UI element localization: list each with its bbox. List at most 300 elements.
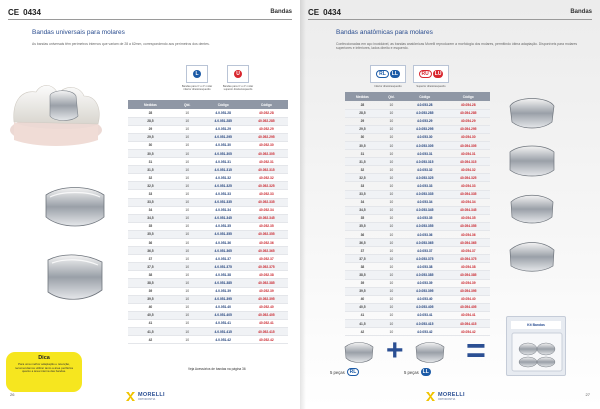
quantity-cell: 10 — [173, 198, 202, 206]
size-cell: 33 — [345, 182, 380, 190]
size-cell: 35,5 — [345, 222, 380, 230]
anatomical-band-image-1 — [506, 92, 558, 132]
size-cell: 38 — [345, 263, 380, 271]
code-cell: 40.052.34 — [245, 206, 288, 214]
pack-label: Kit Bandas — [511, 321, 561, 329]
table-row — [128, 166, 288, 174]
quantity-cell: 10 — [380, 166, 403, 174]
table-row — [128, 295, 288, 303]
size-cell: 32,5 — [345, 174, 380, 182]
code-cell: 40.054.42 — [446, 328, 490, 336]
legend-upper-box — [413, 65, 449, 83]
quantity-cell: 10 — [380, 190, 403, 198]
size-cell: 30,5 — [345, 141, 380, 149]
quantity-cell: 10 — [173, 149, 202, 157]
tip-box — [6, 352, 82, 392]
code-cell: 40.054.33 — [446, 182, 490, 190]
code-cell: 4.0.051.31 — [202, 158, 245, 166]
table-row — [128, 336, 288, 344]
ce-code: 0434 — [323, 7, 341, 17]
right-page — [300, 0, 600, 409]
quantity-cell: 10 — [380, 101, 403, 109]
size-cell: 41 — [128, 319, 173, 327]
combo-band-image-b — [413, 340, 447, 366]
code-cell: 40.054.31 — [446, 150, 490, 158]
left-lower-badge: LL — [391, 71, 398, 77]
code-cell: 4.0.053.33 — [403, 182, 447, 190]
size-cell: 37,5 — [128, 263, 173, 271]
quantity-cell: 10 — [173, 166, 202, 174]
size-cell: 34 — [345, 198, 380, 206]
code-cell: 4.0.053.40 — [403, 295, 447, 303]
code-cell: 4.0.053.31 — [403, 150, 447, 158]
code-cell: 40.054.405 — [446, 303, 490, 311]
table-row — [345, 271, 490, 279]
table-row — [345, 279, 490, 287]
quantity-cell: 10 — [173, 230, 202, 238]
code-cell: 40.054.385 — [446, 271, 490, 279]
code-cell: 4.0.051.33 — [202, 190, 245, 198]
anatomical-band-image-2 — [506, 142, 558, 180]
quantity-cell: 10 — [380, 150, 403, 158]
size-cell: 29 — [128, 125, 173, 133]
code-cell: 4.0.051.32 — [202, 174, 245, 182]
table-row — [345, 166, 490, 174]
code-cell: 40.052.42 — [245, 336, 288, 344]
code-cell: 40.052.29 — [245, 125, 288, 133]
quantity-cell: 10 — [380, 239, 403, 247]
size-cell: 34,5 — [128, 214, 173, 222]
quantity-cell: 10 — [380, 263, 403, 271]
quantity-cell: 10 — [380, 158, 403, 166]
code-cell: 40.052.305 — [245, 149, 288, 157]
code-cell: 40.052.36 — [245, 239, 288, 247]
code-cell: 40.054.38 — [446, 263, 490, 271]
legend-lower-caption: Bandas para 1º e 2º molar inferior direito/esquerdo — [181, 85, 213, 91]
table-row — [128, 287, 288, 295]
table-row — [128, 279, 288, 287]
quantity-cell: 10 — [380, 109, 403, 117]
code-cell: 40.054.32 — [446, 166, 490, 174]
code-cell: 4.0.053.30 — [403, 133, 447, 141]
table-row — [345, 320, 490, 328]
table-row — [128, 198, 288, 206]
table-row — [128, 206, 288, 214]
tip-text: Para uma melhor adaptação e retenção, recomendamos utilizar tanto a área periférica quanto a área interna das bandas. — [14, 362, 73, 373]
brand-logo — [126, 392, 165, 401]
table-row — [345, 133, 490, 141]
right-code-table — [345, 92, 490, 336]
table-row — [345, 174, 490, 182]
code-cell: 4.0.053.375 — [403, 255, 447, 263]
size-cell: 37,5 — [345, 255, 380, 263]
table-row — [345, 231, 490, 239]
table-row — [345, 150, 490, 158]
size-cell: 33,5 — [345, 190, 380, 198]
quantity-cell: 10 — [173, 109, 202, 117]
size-cell: 29,5 — [128, 133, 173, 141]
quantity-cell: 10 — [380, 182, 403, 190]
column-header: Medidas — [345, 92, 380, 101]
brand-logo — [426, 392, 465, 401]
size-cell: 31 — [128, 158, 173, 166]
quantity-cell: 10 — [173, 190, 202, 198]
combo-badge-a: RL — [347, 368, 360, 376]
size-cell: 40 — [128, 303, 173, 311]
code-cell: 40.054.37 — [446, 247, 490, 255]
quantity-cell: 10 — [173, 117, 202, 125]
code-cell: 40.052.325 — [245, 182, 288, 190]
left-header — [8, 6, 292, 18]
size-cell: 29 — [345, 117, 380, 125]
pack-bands-graphic — [508, 329, 566, 375]
code-cell: 4.0.051.375 — [202, 263, 245, 271]
quantity-cell: 10 — [380, 311, 403, 319]
size-cell: 32,5 — [128, 182, 173, 190]
code-cell: 4.0.053.32 — [403, 166, 447, 174]
size-cell: 38,5 — [345, 271, 380, 279]
code-cell: 4.0.051.335 — [202, 198, 245, 206]
tip-title: Dica — [38, 355, 50, 361]
code-cell: 40.052.405 — [245, 311, 288, 319]
page-description: As bandas universais têm perímetros internos que variam de 28 a 62mm, correspondendo aos perímetros dos dentes. — [32, 42, 210, 46]
code-cell: 40.054.375 — [446, 255, 490, 263]
size-cell: 35 — [128, 222, 173, 230]
table-row — [345, 247, 490, 255]
code-cell: 4.0.051.355 — [202, 230, 245, 238]
code-cell: 40.054.325 — [446, 174, 490, 182]
column-header: Código — [403, 92, 447, 101]
quantity-cell: 10 — [173, 311, 202, 319]
code-cell: 40.052.415 — [245, 328, 288, 336]
code-cell: 4.0.051.305 — [202, 149, 245, 157]
legend-upper — [221, 65, 255, 91]
code-cell: 40.052.37 — [245, 255, 288, 263]
size-cell: 37 — [345, 247, 380, 255]
quantity-cell: 10 — [173, 174, 202, 182]
code-cell: 4.0.053.385 — [403, 271, 447, 279]
size-cell: 39,5 — [128, 295, 173, 303]
table-row — [128, 230, 288, 238]
code-cell: 4.0.051.37 — [202, 255, 245, 263]
code-cell: 4.0.051.41 — [202, 319, 245, 327]
code-cell: 4.0.053.405 — [403, 303, 447, 311]
code-cell: 40.054.29 — [446, 117, 490, 125]
table-row — [345, 117, 490, 125]
code-cell: 40.054.36 — [446, 231, 490, 239]
size-cell: 29,5 — [345, 125, 380, 133]
size-cell: 31,5 — [345, 158, 380, 166]
table-row — [128, 319, 288, 327]
size-cell: 34 — [128, 206, 173, 214]
legend-lower-box — [186, 65, 208, 83]
size-cell: 38,5 — [128, 279, 173, 287]
molar-teeth-with-band-image — [6, 60, 106, 152]
size-cell: 36 — [345, 231, 380, 239]
code-cell: 4.0.051.38 — [202, 271, 245, 279]
column-header: Código — [446, 92, 490, 101]
legend-upper-box — [227, 65, 249, 83]
product-pack-image — [506, 316, 566, 376]
code-cell: 4.0.053.395 — [403, 287, 447, 295]
table-row — [345, 287, 490, 295]
ce-certification — [8, 8, 41, 17]
table-row — [128, 303, 288, 311]
brand-sub: ORTODONTIA — [438, 398, 456, 401]
code-cell: 40.052.32 — [245, 174, 288, 182]
quantity-cell: 10 — [380, 133, 403, 141]
column-header: Qtd. — [173, 100, 202, 109]
equals-sign: = — [466, 332, 486, 370]
quantity-cell: 10 — [380, 231, 403, 239]
code-cell: 4.0.053.335 — [403, 190, 447, 198]
size-cell: 36 — [128, 239, 173, 247]
size-cell: 33,5 — [128, 198, 173, 206]
quantity-cell: 10 — [380, 214, 403, 222]
size-cell: 39 — [128, 287, 173, 295]
code-cell: 40.052.285 — [245, 117, 288, 125]
quantity-cell: 10 — [380, 279, 403, 287]
code-cell: 4.0.053.285 — [403, 109, 447, 117]
quantity-cell: 10 — [173, 206, 202, 214]
code-cell: 40.054.39 — [446, 279, 490, 287]
size-cell: 40 — [345, 295, 380, 303]
table-row — [128, 109, 288, 117]
code-cell: 4.0.051.30 — [202, 141, 245, 149]
code-cell: 4.0.051.315 — [202, 166, 245, 174]
quantity-cell: 10 — [380, 287, 403, 295]
table-row — [128, 125, 288, 133]
quantity-cell: 10 — [173, 141, 202, 149]
quantity-cell: 10 — [173, 222, 202, 230]
legend-lower — [180, 65, 214, 91]
code-cell: 4.0.053.29 — [403, 117, 447, 125]
size-cell: 36,5 — [345, 239, 380, 247]
quantity-cell: 10 — [380, 117, 403, 125]
table-row — [128, 255, 288, 263]
code-cell: 40.054.335 — [446, 190, 490, 198]
code-cell: 40.054.315 — [446, 158, 490, 166]
code-cell: 4.0.053.34 — [403, 198, 447, 206]
size-cell: 40,5 — [128, 311, 173, 319]
code-cell: 4.0.053.365 — [403, 239, 447, 247]
code-cell: 40.052.41 — [245, 319, 288, 327]
table-row — [345, 263, 490, 271]
code-cell: 40.052.28 — [245, 109, 288, 117]
code-cell: 40.052.385 — [245, 279, 288, 287]
legend-upper-caption: Superior direito/esquerdo — [416, 85, 446, 88]
header-rule — [308, 19, 592, 20]
table-row — [345, 303, 490, 311]
section-tag: Bandas — [270, 9, 292, 15]
code-cell: 40.054.355 — [446, 222, 490, 230]
quantity-cell: 10 — [380, 328, 403, 336]
table-row — [345, 255, 490, 263]
quantity-cell: 10 — [380, 222, 403, 230]
table-row — [128, 263, 288, 271]
quantity-cell: 10 — [173, 182, 202, 190]
right-upper-badge: RU — [419, 70, 432, 78]
quantity-cell: 10 — [173, 247, 202, 255]
ce-mark: CE — [8, 7, 20, 17]
code-cell: 40.054.305 — [446, 141, 490, 149]
page-number: 26 — [10, 392, 15, 397]
table-row — [345, 311, 490, 319]
code-cell: 4.0.051.385 — [202, 279, 245, 287]
table-row — [128, 158, 288, 166]
accessories-note: Veja Acessórios de bandas na página 36 — [188, 367, 246, 371]
anatomical-band-image-4 — [506, 238, 558, 276]
code-cell: 40.052.31 — [245, 158, 288, 166]
table-row — [128, 117, 288, 125]
quantity-cell: 10 — [173, 239, 202, 247]
code-cell: 4.0.051.325 — [202, 182, 245, 190]
code-cell: 4.0.053.305 — [403, 141, 447, 149]
code-cell: 40.054.395 — [446, 287, 490, 295]
code-cell: 4.0.051.34 — [202, 206, 245, 214]
brand-name: MORELLI — [138, 392, 165, 398]
table-row — [128, 174, 288, 182]
column-header: Código — [202, 100, 245, 109]
table-row — [128, 222, 288, 230]
header-rule — [8, 19, 292, 20]
combo-label-a — [330, 368, 359, 376]
code-cell: 40.052.38 — [245, 271, 288, 279]
size-cell: 35,5 — [128, 230, 173, 238]
table-row — [128, 214, 288, 222]
code-cell: 4.0.051.415 — [202, 328, 245, 336]
quantity-cell: 10 — [173, 125, 202, 133]
code-cell: 4.0.051.35 — [202, 222, 245, 230]
code-cell: 4.0.051.39 — [202, 287, 245, 295]
quantity-cell: 10 — [380, 141, 403, 149]
code-cell: 4.0.053.41 — [403, 311, 447, 319]
size-cell: 37 — [128, 255, 173, 263]
legend-lower-box — [370, 65, 406, 83]
left-code-table — [128, 100, 288, 344]
table-row — [345, 182, 490, 190]
table-row — [128, 328, 288, 336]
quantity-cell: 10 — [173, 158, 202, 166]
quantity-cell: 10 — [380, 174, 403, 182]
universal-band-image-2 — [40, 250, 110, 306]
arch-legend — [180, 65, 255, 91]
combo-label-b-text: 5 peças — [404, 369, 419, 375]
size-cell: 41 — [345, 311, 380, 319]
size-cell: 28 — [128, 109, 173, 117]
size-cell: 30 — [128, 141, 173, 149]
table-row — [345, 206, 490, 214]
morelli-logo-icon — [126, 392, 135, 401]
code-cell: 4.0.051.365 — [202, 247, 245, 255]
code-cell: 4.0.051.29 — [202, 125, 245, 133]
code-cell: 40.052.395 — [245, 295, 288, 303]
code-cell: 40.052.30 — [245, 141, 288, 149]
code-cell: 40.054.28 — [446, 101, 490, 109]
code-cell: 40.054.30 — [446, 133, 490, 141]
table-row — [345, 190, 490, 198]
plus-sign: + — [386, 334, 404, 367]
quantity-cell: 10 — [173, 295, 202, 303]
code-cell: 40.054.34 — [446, 198, 490, 206]
table-row — [128, 182, 288, 190]
quantity-cell: 10 — [173, 279, 202, 287]
code-cell: 4.0.051.40 — [202, 303, 245, 311]
column-header: Qtd. — [380, 92, 403, 101]
code-cell: 40.052.39 — [245, 287, 288, 295]
quantity-cell: 10 — [380, 271, 403, 279]
size-cell: 39,5 — [345, 287, 380, 295]
code-cell: 4.0.051.345 — [202, 214, 245, 222]
code-cell: 40.052.40 — [245, 303, 288, 311]
column-header: Medidas — [128, 100, 173, 109]
code-cell: 40.052.345 — [245, 214, 288, 222]
legend-upper — [413, 65, 449, 88]
morelli-logo-icon — [426, 392, 435, 401]
table-row — [345, 109, 490, 117]
page-title: Bandas universais para molares — [32, 29, 125, 36]
quantity-cell: 10 — [380, 206, 403, 214]
code-cell: 4.0.053.39 — [403, 279, 447, 287]
table-row — [345, 101, 490, 109]
legend-lower-caption: Inferior direito/esquerdo — [374, 85, 402, 88]
quantity-cell: 10 — [173, 133, 202, 141]
code-cell: 40.052.33 — [245, 190, 288, 198]
upper-badge: U — [234, 70, 242, 78]
quantity-cell: 10 — [380, 125, 403, 133]
size-cell: 41,5 — [345, 320, 380, 328]
lower-badge: L — [193, 70, 201, 78]
code-cell: 4.0.051.285 — [202, 117, 245, 125]
page-title: Bandas anatômicas para molares — [336, 29, 433, 36]
size-cell: 34,5 — [345, 206, 380, 214]
quantity-cell: 10 — [380, 255, 403, 263]
anatomical-band-image-3 — [506, 190, 558, 228]
code-cell: 40.052.35 — [245, 222, 288, 230]
size-cell: 31 — [345, 150, 380, 158]
quantity-cell: 10 — [173, 336, 202, 344]
code-cell: 4.0.053.42 — [403, 328, 447, 336]
code-cell: 40.054.345 — [446, 206, 490, 214]
code-cell: 40.054.35 — [446, 214, 490, 222]
combo-band-image-a — [342, 340, 376, 366]
size-cell: 28,5 — [345, 109, 380, 117]
quantity-cell: 10 — [173, 303, 202, 311]
code-cell: 4.0.051.295 — [202, 133, 245, 141]
right-lower-badge: RL — [376, 70, 389, 78]
code-cell: 4.0.053.28 — [403, 101, 447, 109]
table-row — [128, 149, 288, 157]
code-cell: 4.0.051.42 — [202, 336, 245, 344]
table-row — [128, 190, 288, 198]
universal-band-image-1 — [40, 183, 110, 233]
size-cell: 28,5 — [128, 117, 173, 125]
code-cell: 40.054.415 — [446, 320, 490, 328]
size-cell: 32 — [345, 166, 380, 174]
quantity-cell: 10 — [173, 255, 202, 263]
code-cell: 4.0.053.38 — [403, 263, 447, 271]
ce-mark: CE — [308, 7, 320, 17]
quantity-cell: 10 — [173, 271, 202, 279]
legend-upper-caption: Bandas para 1º e 2º molar superior direito/esquerdo — [222, 85, 254, 91]
page-description: Confeccionadas em aço inoxidável, as bandas anatômicas Morelli reproduzem a morfologia dos molares, permitindo ótima adaptação. Disponíveis para molares superiores e inferiores, lados direito e esquerdo. — [336, 42, 578, 51]
size-cell: 33 — [128, 190, 173, 198]
size-cell: 40,5 — [345, 303, 380, 311]
table-row — [128, 311, 288, 319]
code-cell: 4.0.053.37 — [403, 247, 447, 255]
code-cell: 40.052.315 — [245, 166, 288, 174]
size-cell: 35 — [345, 214, 380, 222]
